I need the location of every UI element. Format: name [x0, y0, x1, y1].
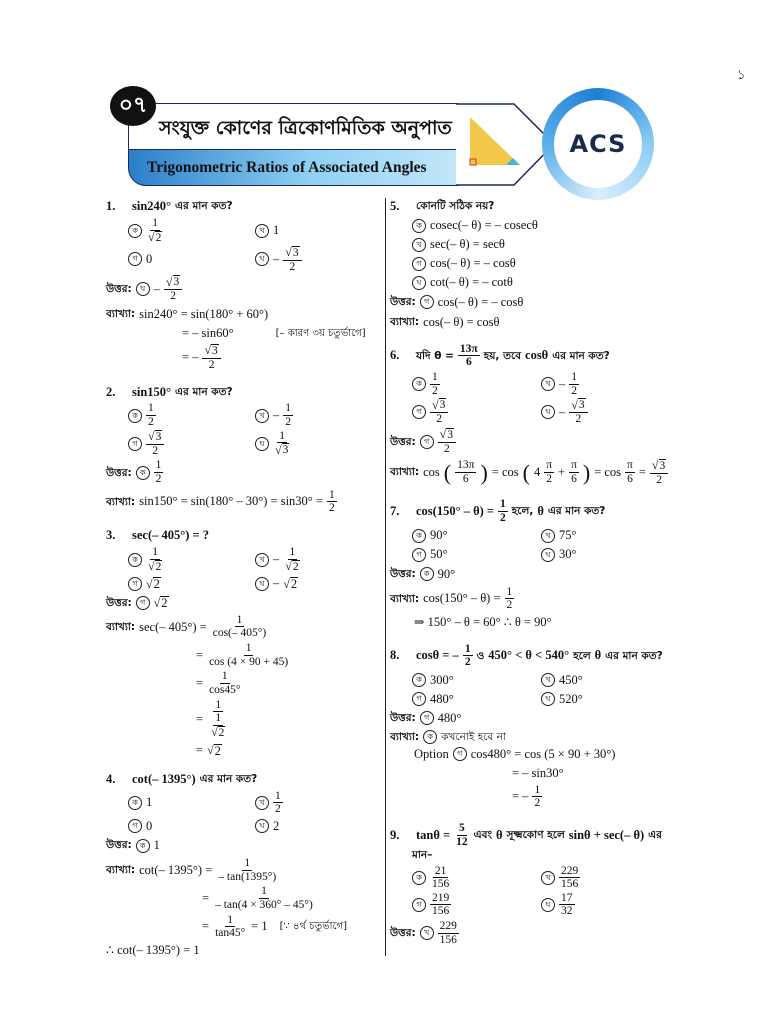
question-text: এর মান কত? — [199, 773, 258, 786]
option-marker: খ — [255, 224, 269, 238]
option-gha[interactable]: ঘ 1 √ 3 — [255, 430, 382, 458]
question-3 — [106, 527, 382, 759]
explanation: ব্যাখ্যা: cos(– θ) = cosθ — [390, 314, 500, 329]
option-gha[interactable]: ঘ – √ 3 2 — [541, 398, 670, 426]
question-expression: cot(– 1395°) — [132, 771, 196, 786]
option-ka[interactable]: ক 1 — [128, 790, 255, 816]
option-gha[interactable]: ঘ – √ 3 2 — [255, 246, 382, 274]
question-number: 5. — [390, 199, 400, 213]
explanation-step: = – √ 3 2 — [106, 344, 382, 372]
question-number: 1. — [106, 199, 116, 213]
question-text: এর মান কত? — [175, 385, 233, 398]
explanation-note: [∵ ৪র্থ চতুর্ভাগে] — [279, 920, 347, 932]
explanation-step: = $\frac{1}{- \tan(4 \times 360^\circ - 45^\circ)}$ — [202, 885, 313, 911]
option-marker: গ — [128, 252, 142, 266]
explanation: ব্যাখ্যা: sec(– 405°) = $\frac{1}{\cos(- 405^\circ)}$ — [106, 613, 267, 640]
option-ga[interactable]: গ √ 3 2 — [412, 398, 541, 426]
answer-line: উত্তর: গ cos(– θ) = – cosθ — [390, 294, 524, 309]
option-ga[interactable]: গ 0 — [128, 817, 255, 835]
question-number: 3. — [106, 528, 116, 543]
left-column — [106, 198, 382, 971]
question-number: 2. — [106, 384, 116, 399]
question-number: 6. — [390, 348, 400, 363]
triangle-diagram-icon — [456, 103, 556, 186]
option-gha[interactable]: ঘ 520° — [541, 690, 670, 708]
question-number: 8. — [390, 648, 400, 663]
acs-logo: ACS — [554, 100, 642, 188]
column-divider — [385, 198, 386, 956]
option-ka[interactable]: ক $\frac{21}{156}$ — [412, 865, 541, 891]
option-ga[interactable]: গ 480° — [412, 690, 541, 708]
question-number: 7. — [390, 504, 400, 519]
question-1 — [106, 198, 382, 372]
option-value: 0 — [146, 252, 153, 267]
option-kha[interactable]: খ 75° — [541, 527, 670, 545]
question-4 — [106, 771, 382, 959]
explanation: ব্যাখ্যা: cos(150° – θ) = $\frac{1}{2}$ — [390, 585, 513, 612]
explanation-step: = – sin30° — [512, 765, 564, 780]
answer-line: উত্তর: ক 1 — [106, 838, 160, 853]
explanation-note: [– কারণ ৩য় চতুর্ভাগে] — [275, 327, 366, 339]
option-ga[interactable]: গ √ 2 — [128, 575, 255, 593]
answer-line: উত্তর: ক 90° — [390, 566, 456, 581]
answer-line: উত্তর: গ √ 2 — [106, 595, 168, 611]
option-ga[interactable]: গ √ 3 2 — [128, 430, 255, 458]
question-number: 9. — [390, 827, 400, 842]
option-gha[interactable]: ঘ 2 — [255, 817, 382, 835]
explanation-step: ⇒ 150° – θ = 60° ∴ θ = 90° — [414, 614, 552, 629]
option-ka[interactable]: ক cosec(– θ) = – cosecθ — [412, 217, 670, 235]
question-2 — [106, 384, 382, 515]
option-ga[interactable]: গ 50° — [412, 546, 541, 564]
question-8: 8. cosθ = – $\frac{1}{2}$ ও 450° < θ < 540° হলে θ এর মান কত? ক 300° খ 450° গ 480° ঘ 520° উত্তর: গ 480° ব্যাখ্যা: ক কখনোই হবে না Option গ cos480° = cos (5 × 90 + 30°) = – sin30° = – $\frac{1}{2}$ — [390, 643, 670, 810]
option-gha[interactable]: ঘ $\frac{17}{32}$ — [541, 892, 670, 918]
option-marker: ক — [128, 224, 142, 238]
option-ka[interactable]: ক $\frac{1}{2}$ — [128, 402, 255, 428]
chapter-number-badge: ০৭ — [110, 86, 156, 126]
question-5 — [390, 198, 670, 331]
question-expression: sin150° — [132, 384, 172, 399]
option-ka[interactable]: ক 1 √ 2 — [128, 546, 255, 574]
question-text: কোনটি সঠিক নয়? — [416, 200, 495, 213]
option-kha[interactable]: খ $\frac{229}{156}$ — [541, 865, 670, 891]
option-ka[interactable]: ক 1 √ 2 — [128, 217, 255, 245]
question-number: 4. — [106, 771, 116, 786]
explanation-step: = – $\frac{1}{2}$ — [512, 783, 541, 810]
explanation-step: = $\frac{1}{\cos (4 \times 90 + 45)}$ — [196, 642, 289, 668]
question-7: 7. cos(150° – θ) = $\frac{1}{2}$ হলে, θ এর মান কত? ক 90° খ 75° গ 50° ঘ 30° উত্তর: ক 90° ব্যাখ্যা: cos(150° – θ) = $\frac{1}{2}$ ⇒ 150° – θ = 60° ∴ θ = 90° — [390, 498, 670, 630]
option-kha[interactable]: খ – $\frac{1}{2}$ — [255, 402, 382, 428]
answer-line: উত্তর: ঘ – √ 3 2 — [106, 275, 382, 303]
explanation: ব্যাখ্যা: ক কখনোই হবে না — [390, 730, 506, 743]
chapter-title-en: Trigonometric Ratios of Associated Angles — [128, 149, 458, 186]
chapter-title-bn: সংযুক্ত কোণের ত্রিকোণমিতিক অনুপাত — [128, 103, 458, 149]
question-expression: sec(– 405°) = ? — [132, 528, 210, 543]
explanation-step: Option গ cos480° = cos (5 × 90 + 30°) — [414, 747, 616, 762]
option-ka[interactable]: ক $\frac{1}{2}$ — [412, 371, 541, 397]
option-value: 1 — [273, 223, 280, 238]
explanation-step: = – sin60° [– কারণ ৩য় চতুর্ভাগে] — [182, 325, 366, 340]
explanation-step: = √ 2 — [196, 743, 221, 758]
option-kha[interactable]: খ 450° — [541, 671, 670, 689]
explanation-step: = $\frac{1}{\tan 45^\circ}$ = 1 [∵ ৪র্থ চতুর্ভাগে] — [202, 913, 347, 940]
option-kha[interactable]: খ – $\frac{1}{2}$ — [541, 371, 670, 397]
question-expression: sin240° — [132, 199, 172, 213]
answer-line: উত্তর: খ $\frac{229}{156}$ — [390, 920, 457, 946]
page-number: ১ — [737, 67, 746, 82]
question-6: 6. যদি θ = $\frac{13\pi}{6}$ হয়, তবে cosθ এর মান কত? ক $\frac{1}{2}$ খ – $\frac{1}{2}$ গ √ 3 2 ঘ – √ 3 2 উত্তর: গ √ 3 2 ব্যাখ্যা: cos ( $\frac{13\pi}{6}$ ) = cos ( 4 $\frac{\pi}{2}$ + $\frac{\pi}{6}$ ) = cos $\frac{\pi}{6}$ = √ 3 2 — [390, 343, 670, 487]
explanation-step: = $\frac{1}{\cos 45^\circ}$ — [196, 670, 241, 697]
option-gha[interactable]: ঘ – √ 2 — [255, 575, 382, 593]
option-ga[interactable] — [128, 246, 255, 274]
right-column — [390, 198, 670, 958]
option-marker: ঘ — [255, 252, 269, 266]
answer-line: উত্তর: ক $\frac{1}{2}$ — [106, 459, 162, 486]
option-gha[interactable]: ঘ 30° — [541, 546, 670, 564]
explanation: ব্যাখ্যা: cos ( $\frac{13\pi}{6}$ ) = cos ( 4 $\frac{\pi}{2}$ + $\frac{\pi}{6}$ ) = cos $\frac{\pi}{6}$ = √ 3 2 — [390, 459, 670, 487]
option-kha[interactable] — [255, 217, 382, 245]
option-ka[interactable]: ক 90° — [412, 527, 541, 545]
explanation: ব্যাখ্যা: sin240° = sin(180° + 60°) — [106, 307, 269, 322]
answer-line: উত্তর: গ 480° — [390, 710, 462, 725]
answer-line: উত্তর: গ √ 3 2 — [390, 428, 670, 456]
question-9: 9. tanθ = $\frac{5}{12}$ এবং θ সূক্ষ্মকোণ হলে sinθ + sec(– θ) এর মান– ক $\frac{21}{156}$ খ $\frac{229}{156}$ গ $\frac{219}{156}$ ঘ $\frac{17}{32}$ উত্তর: খ $\frac{229}{156}$ — [390, 822, 670, 946]
explanation-step: = 1 1 √ 2 — [196, 698, 225, 740]
explanation: ব্যাখ্যা: sin150° = sin(180° – 30°) = sin30° = $\frac{1}{2}$ — [106, 488, 335, 515]
option-kha[interactable]: খ sec(– θ) = secθ — [412, 236, 670, 254]
question-text: এর মান কত? — [175, 200, 233, 213]
explanation-conclusion: ∴ cot(– 1395°) = 1 — [106, 942, 200, 957]
option-gha[interactable]: ঘ cot(– θ) = – cotθ — [412, 274, 670, 292]
explanation: ব্যাখ্যা: cot(– 1395°) = $\frac{1}{- \tan(1395^\circ)}$ — [106, 856, 277, 883]
option-kha[interactable]: খ – 1 √ 2 — [255, 546, 382, 574]
option-ga[interactable]: গ $\frac{219}{156}$ — [412, 892, 541, 918]
option-ga[interactable]: গ cos(– θ) = – cosθ — [412, 255, 670, 273]
option-ka[interactable]: ক 300° — [412, 671, 541, 689]
option-kha[interactable]: খ $\frac{1}{2}$ — [255, 790, 382, 816]
